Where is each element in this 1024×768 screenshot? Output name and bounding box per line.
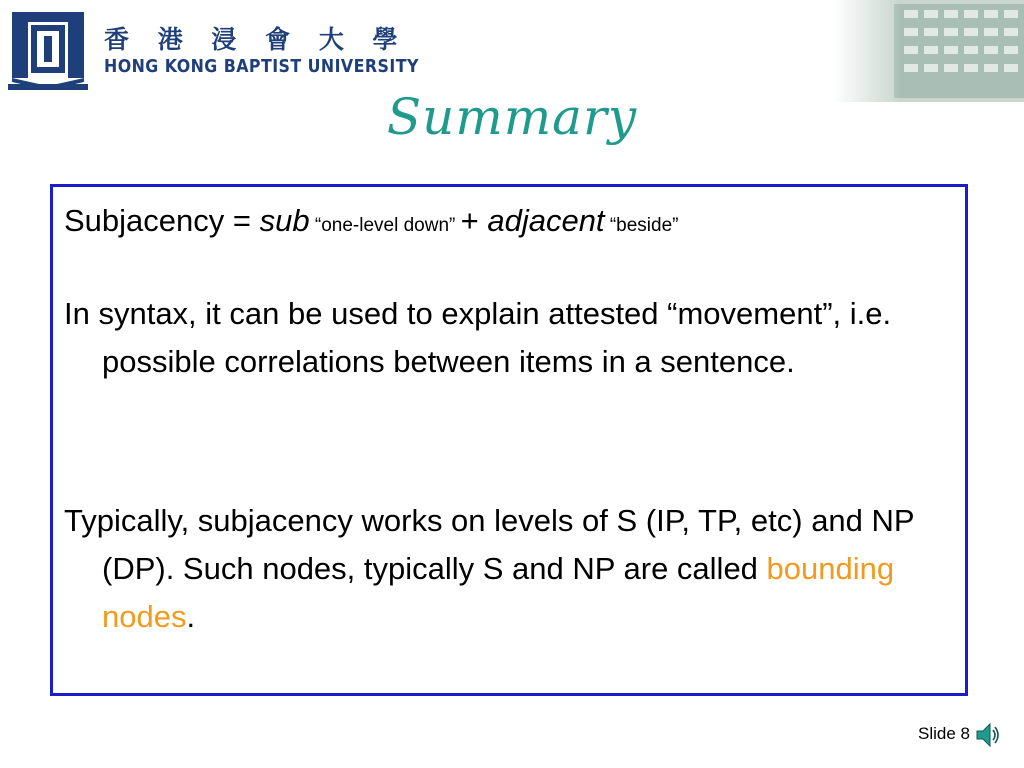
subjacency-definition xyxy=(64,197,982,250)
adjacent-word: adjacent xyxy=(487,203,605,238)
bounding-nodes-text: Typically, subjacency works on levels of S (IP, TP, etc) and NP (DP). Such nodes, typically S and NP are called xyxy=(64,503,915,586)
speaker-icon[interactable] xyxy=(974,720,1000,750)
bounding-nodes-term: bounding nodes xyxy=(102,551,895,634)
content-box xyxy=(50,184,968,696)
sentence-end: . xyxy=(186,599,196,634)
slide-number: Slide 8 xyxy=(918,724,970,743)
logo-chinese-name: 香 港 浸 會 大 學 xyxy=(104,25,408,54)
hkbu-emblem-icon xyxy=(8,6,88,90)
sub-word: sub xyxy=(259,203,310,238)
slide-title: Summary xyxy=(386,88,638,146)
sub-gloss: “one-level down” xyxy=(309,215,461,236)
logo-english-name: HONG KONG BAPTIST UNIVERSITY xyxy=(104,56,419,77)
campus-building-image xyxy=(834,0,1024,102)
plus-sign: + xyxy=(460,203,488,238)
university-logo xyxy=(8,6,418,90)
syntax-paragraph: In syntax, it can be used to explain attested “movement”, i.e. possible correlations between items in a sentence. xyxy=(64,296,892,379)
bounding-nodes-paragraph xyxy=(64,497,982,641)
definition-term: Subjacency = xyxy=(64,203,260,238)
adjacent-gloss: “beside” xyxy=(604,215,679,236)
